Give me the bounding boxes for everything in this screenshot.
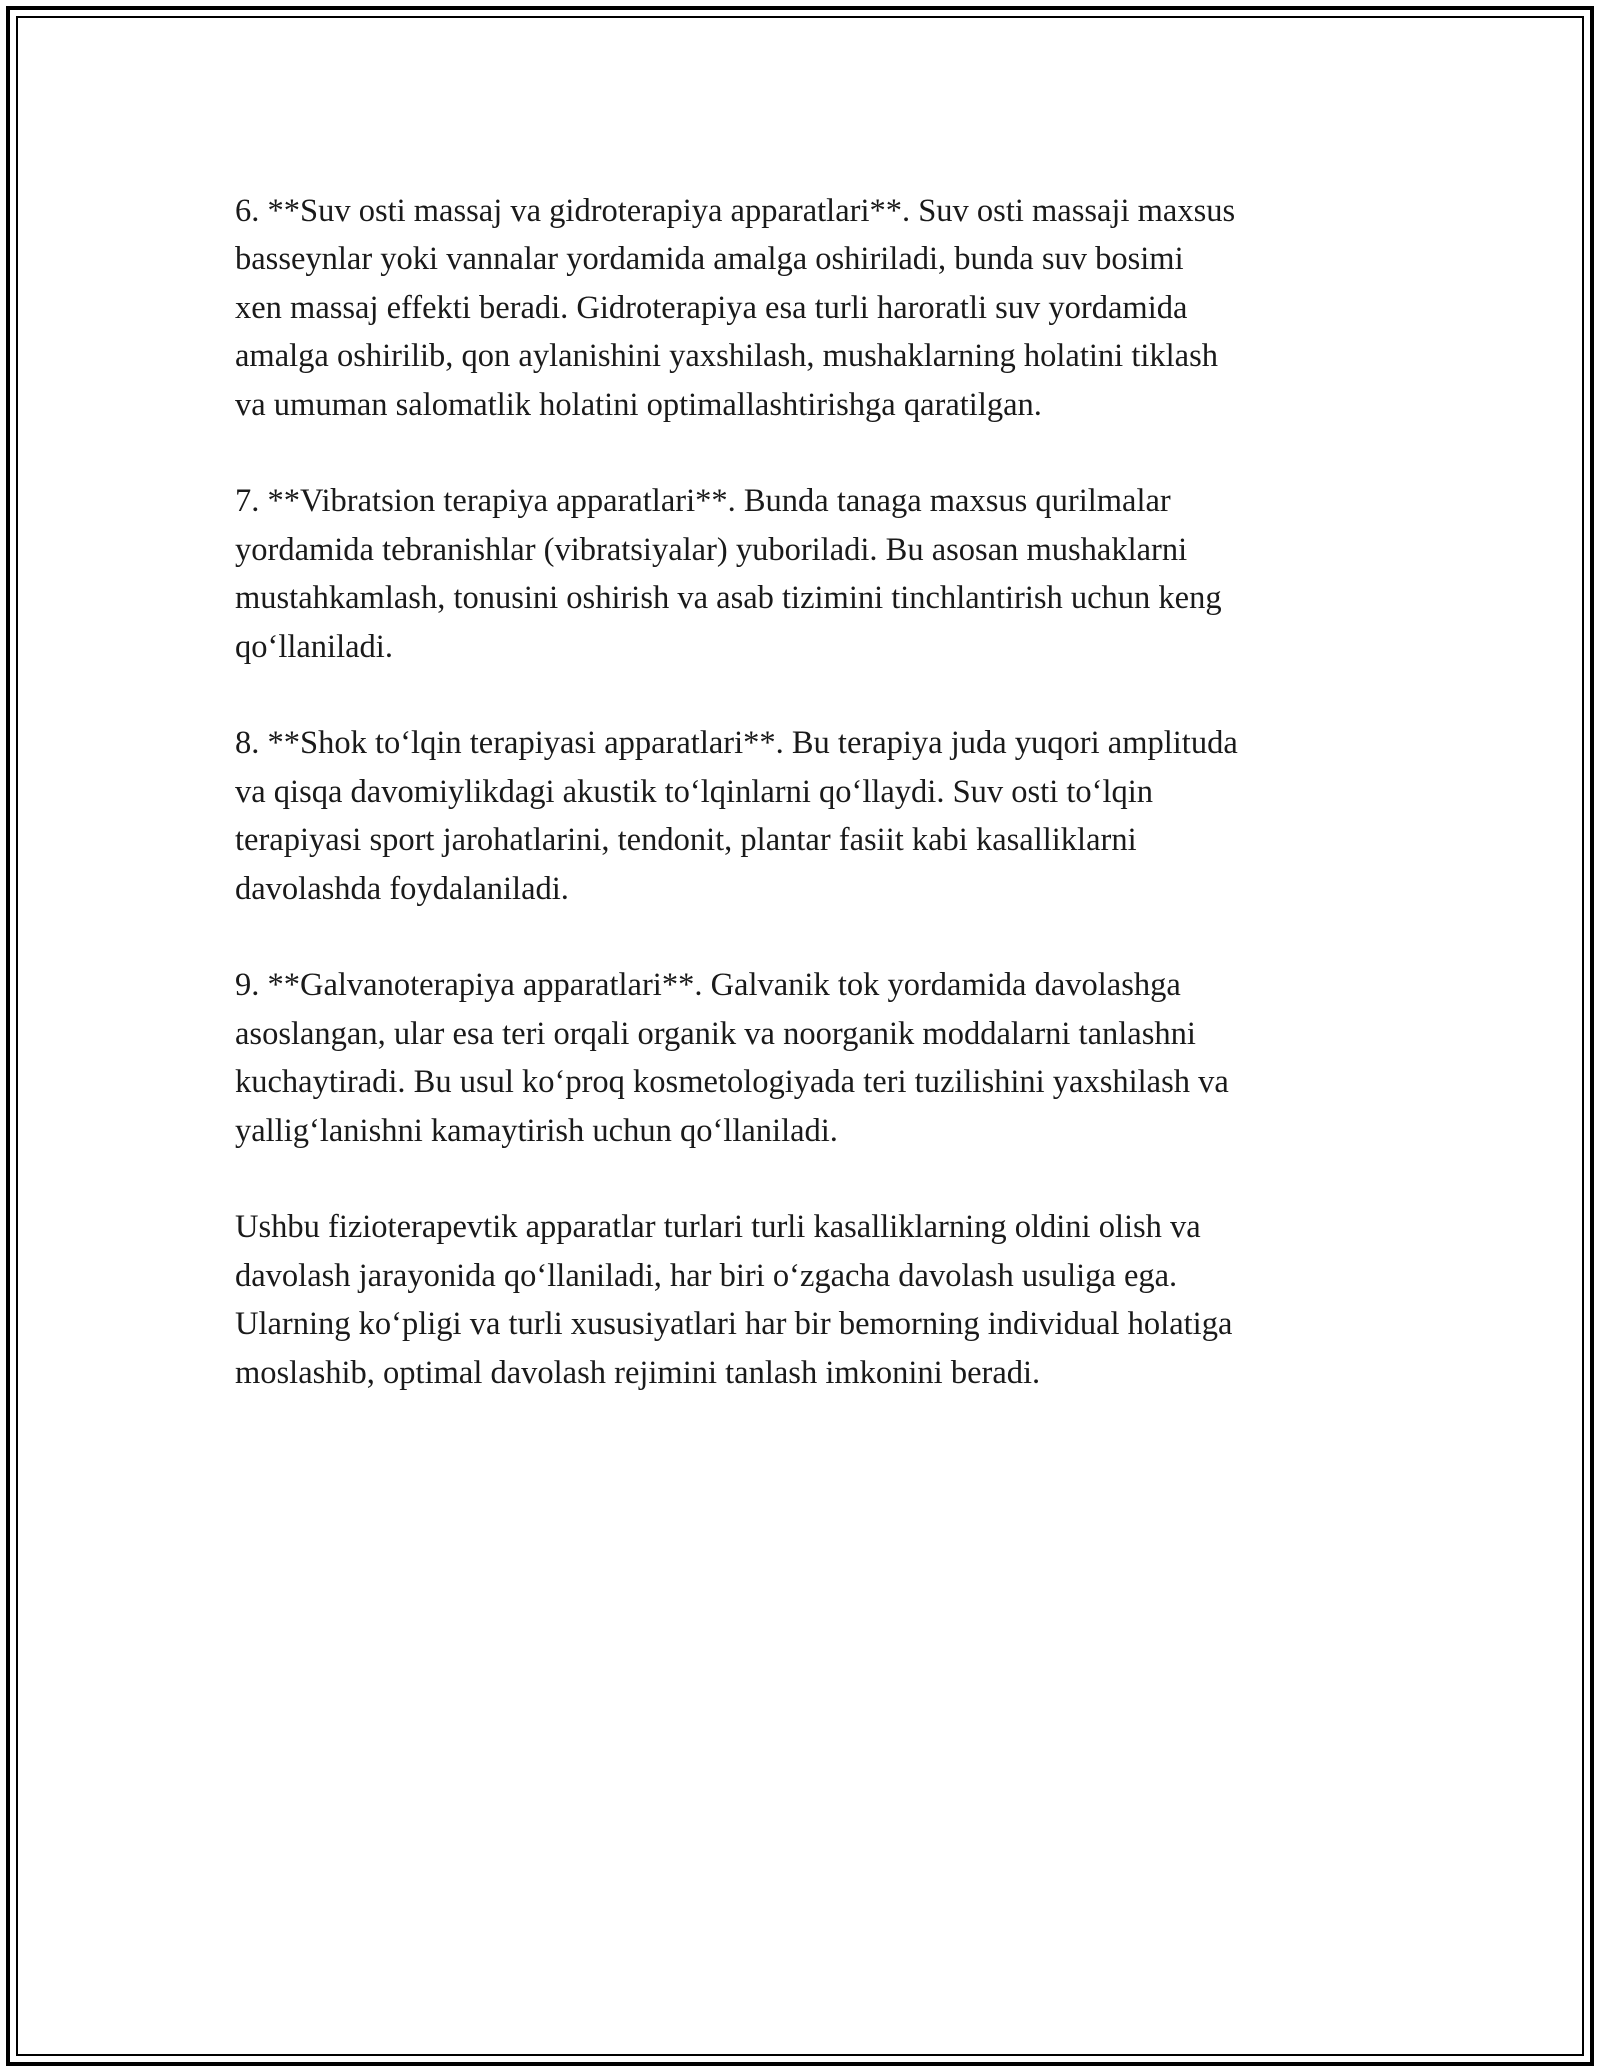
text-line: 8. **Shok toʻlqin terapiyasi apparatlari**. Bu terapiya juda yuqori amplituda — [235, 725, 1238, 762]
text-line: basseynlar yoki vannalar yordamida amalga oshiriladi, bunda suv bosimi — [235, 241, 1184, 278]
text-line: amalga oshirilib, qon aylanishini yaxshilash, mushaklarning holatini tiklash — [235, 338, 1218, 375]
document-body — [235, 187, 1395, 1445]
text-line: davolashda foydalaniladi. — [235, 870, 569, 907]
text-line: mustahkamlash, tonusini oshirish va asab tizimini tinchlantirish uchun keng — [235, 580, 1222, 617]
text-line: 7. **Vibratsion terapiya apparatlari**. Bunda tanaga maxsus qurilmalar — [235, 483, 1171, 520]
text-line: yalligʻlanishni kamaytirish uchun qoʻllaniladi. — [235, 1112, 838, 1149]
paragraph-summary — [235, 1203, 1395, 1397]
text-line: 9. **Galvanoterapiya apparatlari**. Galvanik tok yordamida davolashga — [235, 967, 1181, 1004]
text-line: terapiyasi sport jarohatlarini, tendonit, plantar fasiit kabi kasalliklarni — [235, 822, 1137, 859]
text-line: asoslangan, ular esa teri orqali organik va noorganik moddalarni tanlashni — [235, 1015, 1196, 1052]
text-line: davolash jarayonida qoʻllaniladi, har biri oʻzgacha davolash usuliga ega. — [235, 1257, 1178, 1294]
text-line: yordamida tebranishlar (vibratsiyalar) yuboriladi. Bu asosan mushaklarni — [235, 531, 1188, 568]
text-line: qoʻllaniladi. — [235, 628, 393, 665]
text-line: xen massaj effekti beradi. Gidroterapiya esa turli haroratli suv yordamida — [235, 289, 1188, 326]
text-line: Ularning koʻpligi va turli xususiyatlari har bir bemorning individual holatiga — [235, 1306, 1233, 1343]
text-line: 6. **Suv osti massaj va gidroterapiya apparatlari**. Suv osti massaji maxsus — [235, 193, 1236, 229]
text-line: va qisqa davomiylikdagi akustik toʻlqinlarni qoʻllaydi. Suv osti toʻlqin — [235, 773, 1154, 810]
text-line: va umuman salomatlik holatini optimallashtirishga qaratilgan. — [235, 386, 1042, 423]
text-line: kuchaytiradi. Bu usul koʻproq kosmetologiyada teri tuzilishini yaxshilash va — [235, 1064, 1229, 1101]
paragraph-item-8 — [235, 719, 1395, 913]
text-line: Ushbu fizioterapevtik apparatlar turlari turli kasalliklarning oldini olish va — [235, 1209, 1201, 1246]
paragraph-item-9 — [235, 961, 1395, 1155]
paragraph-item-7 — [235, 477, 1395, 671]
paragraph-item-6 — [235, 187, 1395, 429]
text-line: moslashib, optimal davolash rejimini tanlash imkonini beradi. — [235, 1354, 1041, 1391]
